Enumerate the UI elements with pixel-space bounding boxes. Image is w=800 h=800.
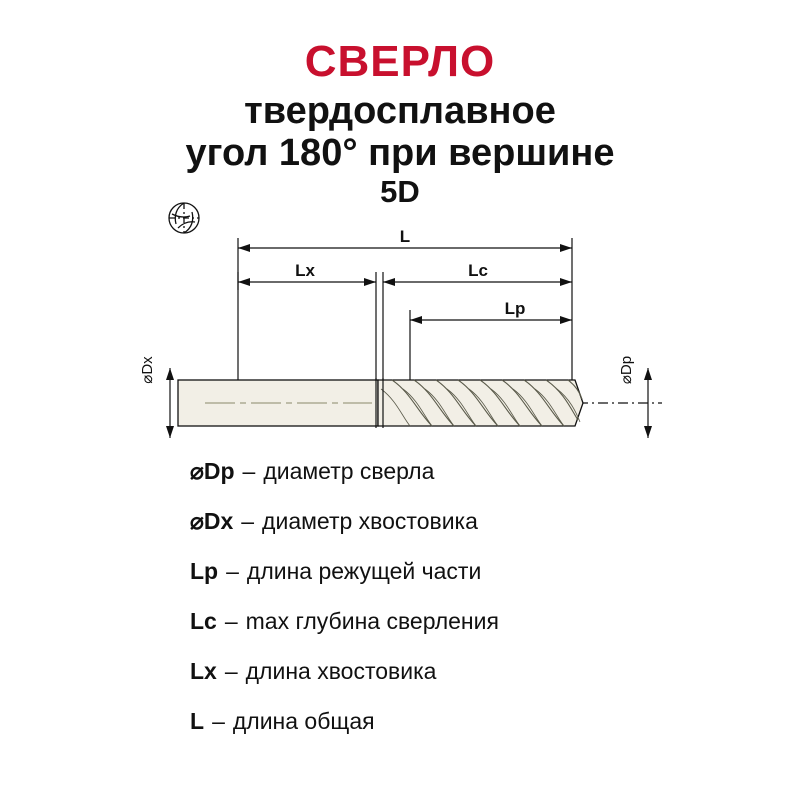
list-item (0, 708, 800, 758)
legend-dash: – (212, 708, 225, 734)
dimension-label-Lp: Lp (504, 299, 526, 318)
drill-body-outline (178, 380, 583, 426)
drill-cross-section-icon (169, 203, 199, 233)
list-item (0, 508, 800, 558)
legend-description: диаметр сверла (263, 458, 435, 484)
dimension-label-Lc: Lc (468, 261, 488, 280)
legend-dash: – (224, 608, 238, 634)
list-item (0, 558, 800, 608)
legend-dash: – (242, 458, 256, 484)
dimension-label-Lx: Lx (295, 261, 315, 280)
page-title: СВЕРЛО (304, 37, 496, 86)
legend-dash: – (241, 508, 255, 534)
list-item (0, 608, 800, 658)
legend-dash: – (226, 558, 239, 584)
dimension-label-L: L (399, 227, 411, 246)
drill-technical-drawing (0, 190, 800, 460)
page-subtitle-angle: угол 180° при вершине (185, 132, 615, 175)
legend-symbol: Lx (190, 658, 217, 684)
dimension-label-Dx: ⌀Dx (139, 356, 156, 384)
legend-dash: – (224, 658, 238, 684)
legend-symbol: ⌀Dp (190, 458, 235, 484)
legend-description: длина общая (232, 708, 375, 734)
page-subtitle-material: твердосплавное (244, 89, 556, 132)
legend-symbol: Lp (190, 558, 219, 584)
legend-list (0, 458, 800, 758)
legend-description: max глубина сверления (245, 608, 499, 634)
list-item (0, 658, 800, 708)
legend-symbol: L (190, 708, 205, 734)
legend-description: диаметр хвостовика (262, 508, 478, 534)
legend-description: длина режущей части (246, 558, 482, 584)
list-item (0, 458, 800, 508)
legend-symbol: ⌀Dx (190, 508, 234, 534)
legend-description: длина хвостовика (245, 658, 437, 684)
page-subtitle-series: 5D (380, 173, 420, 209)
dimension-label-Dp: ⌀Dp (618, 355, 635, 385)
legend-symbol: Lc (190, 608, 217, 634)
page-header (0, 38, 800, 209)
